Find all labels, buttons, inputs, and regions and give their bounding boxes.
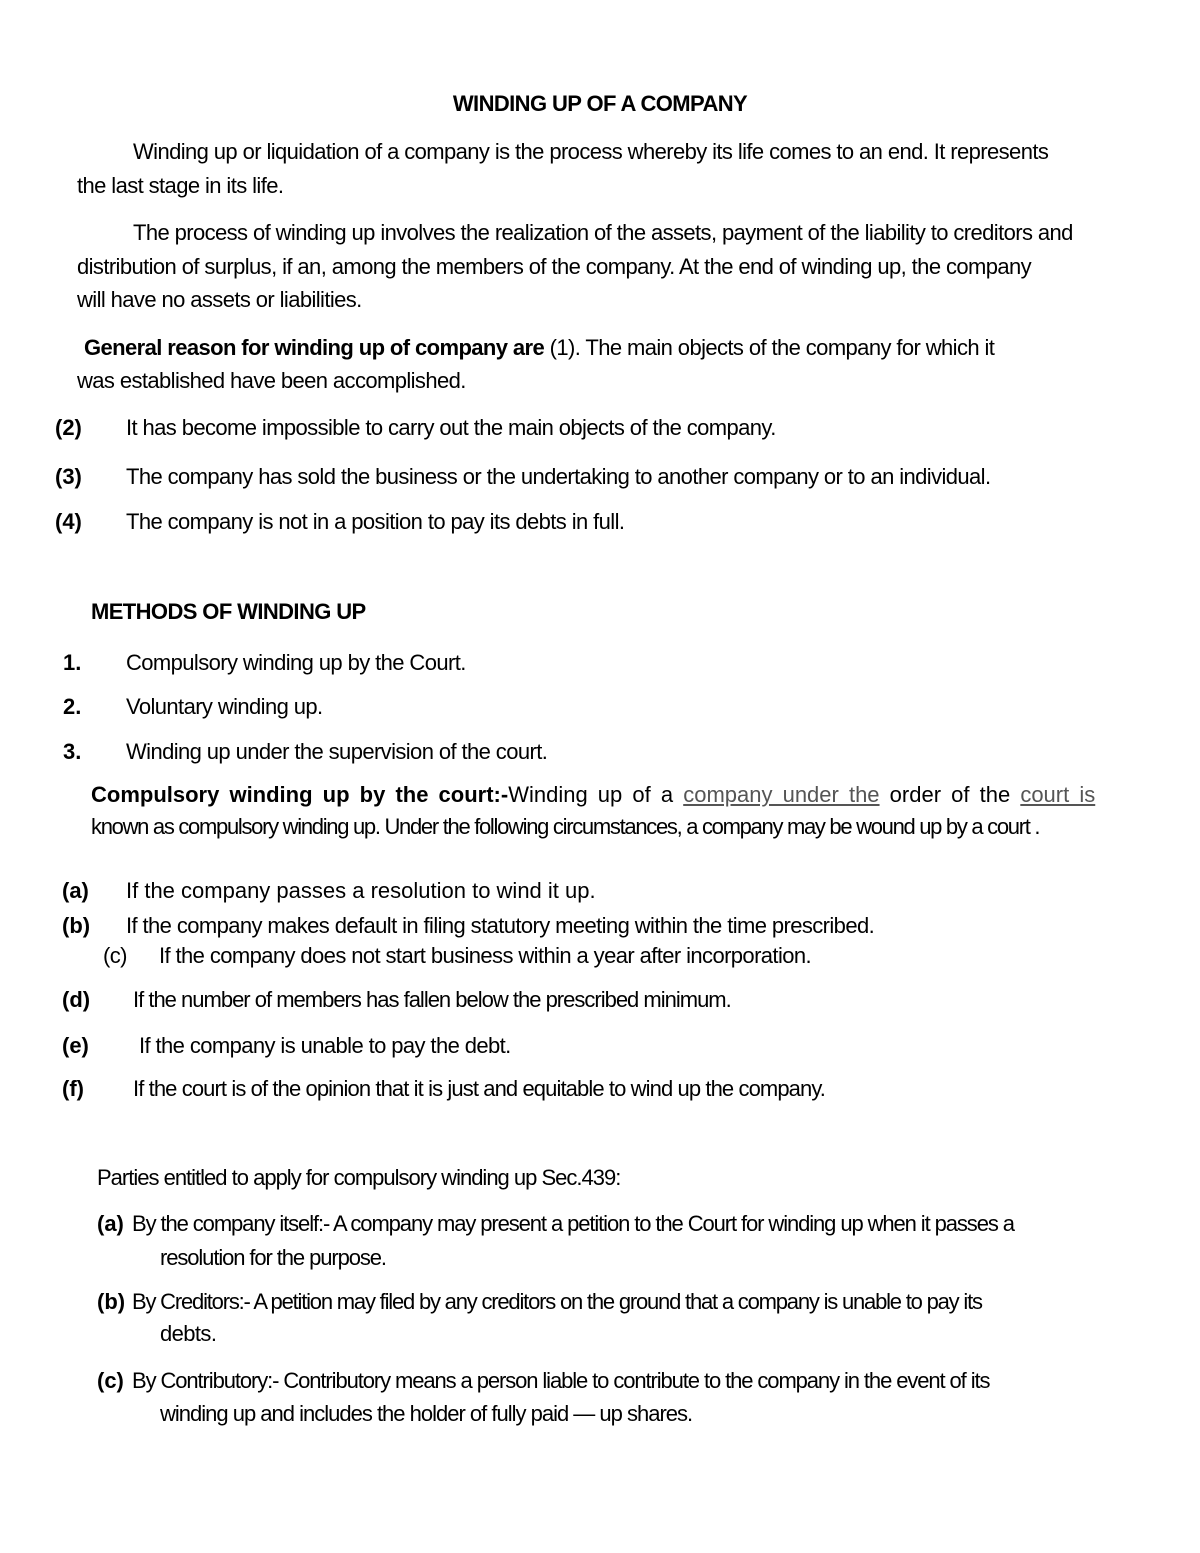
compulsory-line2: known as compulsory winding up. Under the following circumstances, a company may be wound up by a court . — [91, 814, 1040, 839]
compulsory-text-a: Winding up of a — [508, 782, 674, 807]
method-2-num: 2. — [63, 694, 82, 719]
methods-heading: METHODS OF WINDING UP — [91, 599, 366, 624]
intro-p1-line1: Winding up or liquidation of a company is the process whereby its life comes to an end. It represents — [133, 139, 1049, 164]
compulsory-link-company[interactable]: company under the — [683, 782, 880, 807]
party-c-line2: winding up and includes the holder of fully paid — up shares. — [160, 1401, 693, 1426]
reasons-first-text-line2: was established have been accomplished. — [77, 368, 466, 393]
intro-p2-line3: will have no assets or liabilities. — [77, 287, 362, 312]
method-1-text: Compulsory winding up by the Court. — [126, 650, 466, 675]
reasons-heading: General reason for winding up of company are — [84, 335, 545, 360]
reason-4-text: The company is not in a position to pay its debts in full. — [126, 509, 625, 534]
circumstance-f-num: (f) — [62, 1076, 84, 1101]
intro-p1-line2: the last stage in its life. — [77, 173, 284, 198]
method-1-num: 1. — [63, 650, 82, 675]
circumstance-d-text: If the number of members has fallen below the prescribed minimum. — [133, 987, 731, 1012]
compulsory-line1 — [91, 781, 1095, 809]
party-b-num: (b) — [97, 1289, 126, 1314]
compulsory-link-court[interactable]: court is — [1020, 782, 1096, 807]
circumstance-a-num: (a) — [62, 878, 89, 903]
intro-p2-line2: distribution of surplus, if an, among the members of the company. At the end of winding up, the company — [77, 254, 1032, 279]
party-b-line1: By Creditors:- A petition may filed by any creditors on the ground that a company is unable to pay its — [132, 1289, 982, 1314]
method-3-num: 3. — [63, 739, 82, 764]
party-b-line2: debts. — [160, 1321, 217, 1346]
party-c-num: (c) — [97, 1368, 124, 1393]
intro-p2-line1: The process of winding up involves the realization of the assets, payment of the liability to creditors and — [133, 220, 1073, 245]
circumstance-a-text: If the company passes a resolution to wind it up. — [126, 878, 596, 903]
reasons-line1 — [84, 334, 994, 362]
reason-4-num: (4) — [55, 509, 82, 534]
party-a-line2: resolution for the purpose. — [160, 1245, 386, 1270]
party-a-line1: By the company itself:- A company may present a petition to the Court for winding up when it passes a — [132, 1211, 1014, 1236]
reason-2-text: It has become impossible to carry out the main objects of the company. — [126, 415, 776, 440]
parties-heading: Parties entitled to apply for compulsory winding up Sec.439: — [97, 1165, 621, 1190]
party-c-line1: By Contributory:- Contributory means a person liable to contribute to the company in the event of its — [132, 1368, 990, 1393]
circumstance-e-text: If the company is unable to pay the debt. — [139, 1033, 511, 1058]
circumstance-c-text: If the company does not start business within a year after incorporation. — [159, 943, 812, 968]
reasons-first-num: (1). — [549, 335, 581, 360]
reason-3-text: The company has sold the business or the undertaking to another company or to an individual. — [126, 464, 991, 489]
circumstance-e-num: (e) — [62, 1033, 89, 1058]
party-a-num: (a) — [97, 1211, 124, 1236]
compulsory-heading: Compulsory winding up by the court:- — [91, 782, 509, 807]
reason-3-num: (3) — [55, 464, 82, 489]
circumstance-b-text: If the company makes default in filing statutory meeting within the time prescribed. — [126, 913, 875, 938]
circumstance-b-num: (b) — [62, 913, 91, 938]
page-title: WINDING UP OF A COMPANY — [452, 91, 748, 116]
circumstance-d-num: (d) — [62, 987, 91, 1012]
reasons-first-text: The main objects of the company for which it — [585, 335, 995, 360]
method-2-text: Voluntary winding up. — [126, 694, 323, 719]
method-3-text: Winding up under the supervision of the court. — [126, 739, 548, 764]
circumstance-f-text: If the court is of the opinion that it is just and equitable to wind up the company. — [133, 1076, 826, 1101]
reason-2-num: (2) — [55, 415, 82, 440]
compulsory-text-b: order of the — [889, 782, 1011, 807]
circumstance-c-num: (c) — [103, 943, 127, 968]
